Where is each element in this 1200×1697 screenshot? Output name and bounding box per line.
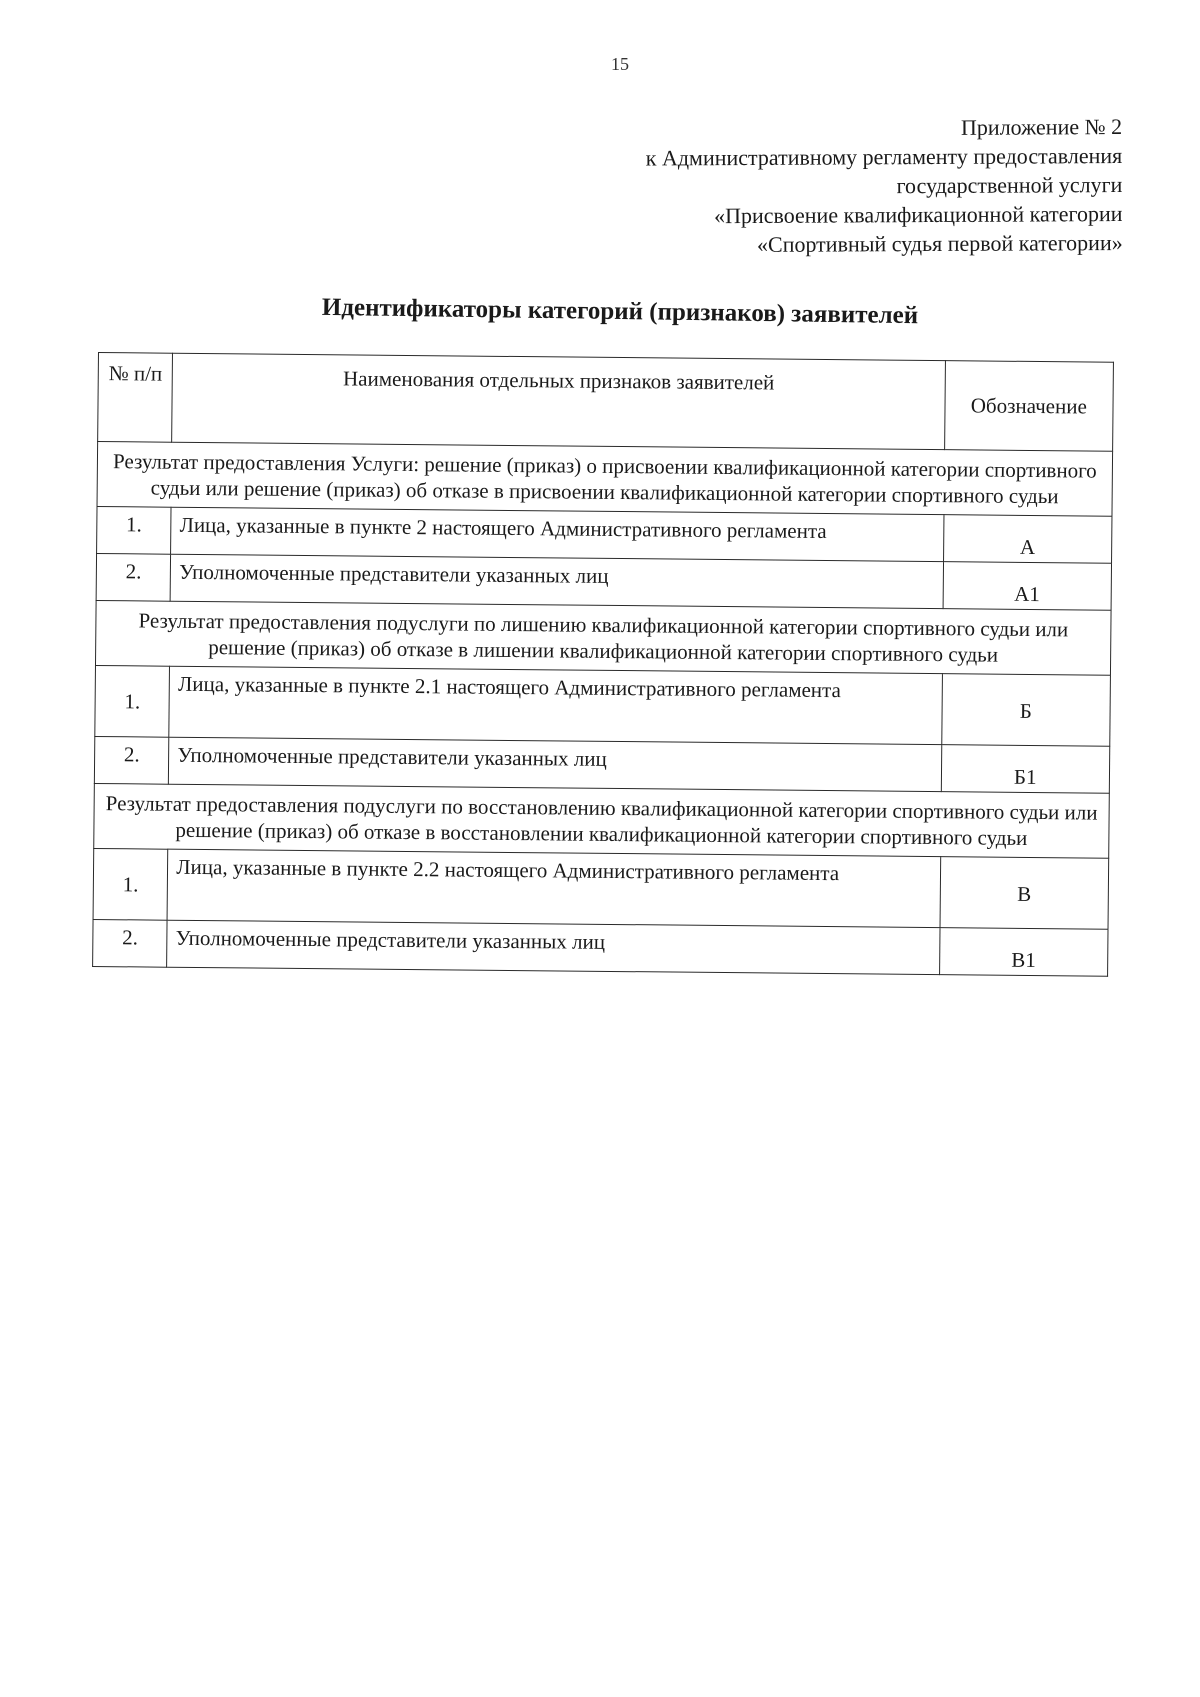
row-code: А (943, 515, 1112, 564)
row-number: 1. (93, 848, 168, 920)
row-code: Б1 (941, 745, 1110, 794)
appendix-line: «Присвоение квалификационной категории (713, 200, 1123, 229)
row-code: А1 (943, 562, 1112, 611)
row-number: 1. (97, 506, 172, 554)
header-code: Обозначение (944, 361, 1113, 452)
appendix-line: государственной услуги (896, 171, 1123, 199)
section-row (97, 442, 1113, 517)
table-row (93, 848, 1109, 929)
appendix-line: к Административному регламенту предоставления (645, 142, 1123, 171)
table-header-row (98, 353, 1114, 452)
row-number: 2. (93, 919, 168, 967)
page-number: 15 (611, 54, 629, 74)
row-name: Уполномоченные представители указанных лиц (170, 554, 943, 608)
header-number: № п/п (98, 353, 173, 443)
section-row (95, 600, 1111, 675)
appendix-line: «Спортивный судья первой категории» (756, 229, 1123, 257)
row-name: Лица, указанные в пункте 2 настоящего Административного регламента (171, 507, 944, 561)
section-result: Результат предоставления подуслуги по восстановлению квалификационной категории спортивного судьи или решение (приказ) об отказе в восстановлении квалификационной категории спортивного судьи (94, 783, 1110, 858)
section-result: Результат предоставления подуслуги по лишению квалификационной категории спортивного судьи или решение (приказ) об отказе в лишении квалификационной категории спортивного судьи (95, 600, 1111, 675)
row-name: Лица, указанные в пункте 2.2 настоящего Административного регламента (167, 849, 940, 927)
applicant-categories-table (92, 352, 1114, 977)
row-code: В1 (939, 928, 1108, 977)
row-name: Уполномоченные представители указанных лиц (167, 920, 940, 974)
row-number: 1. (95, 665, 170, 737)
row-number: 2. (94, 736, 169, 784)
appendix-header (422, 112, 1123, 261)
row-number: 2. (96, 553, 171, 601)
row-name: Лица, указанные в пункте 2.1 настоящего Административного регламента (169, 666, 942, 744)
section-row (94, 783, 1110, 858)
table-row (95, 665, 1111, 746)
section-result: Результат предоставления Услуги: решение (приказ) о присвоении квалификационной категории спортивного судьи или решение (приказ) об отказе в присвоении квалификационной категории спортивного судьи (97, 442, 1113, 517)
table-row (93, 919, 1108, 976)
row-code: Б (941, 674, 1110, 747)
row-code: В (940, 857, 1109, 930)
document-title: Идентификаторы категорий (признаков) заявителей (321, 293, 919, 330)
header-name: Наименования отдельных признаков заявителей (172, 353, 945, 449)
appendix-line: Приложение № 2 (960, 113, 1123, 140)
row-name: Уполномоченные представители указанных лиц (169, 737, 942, 791)
